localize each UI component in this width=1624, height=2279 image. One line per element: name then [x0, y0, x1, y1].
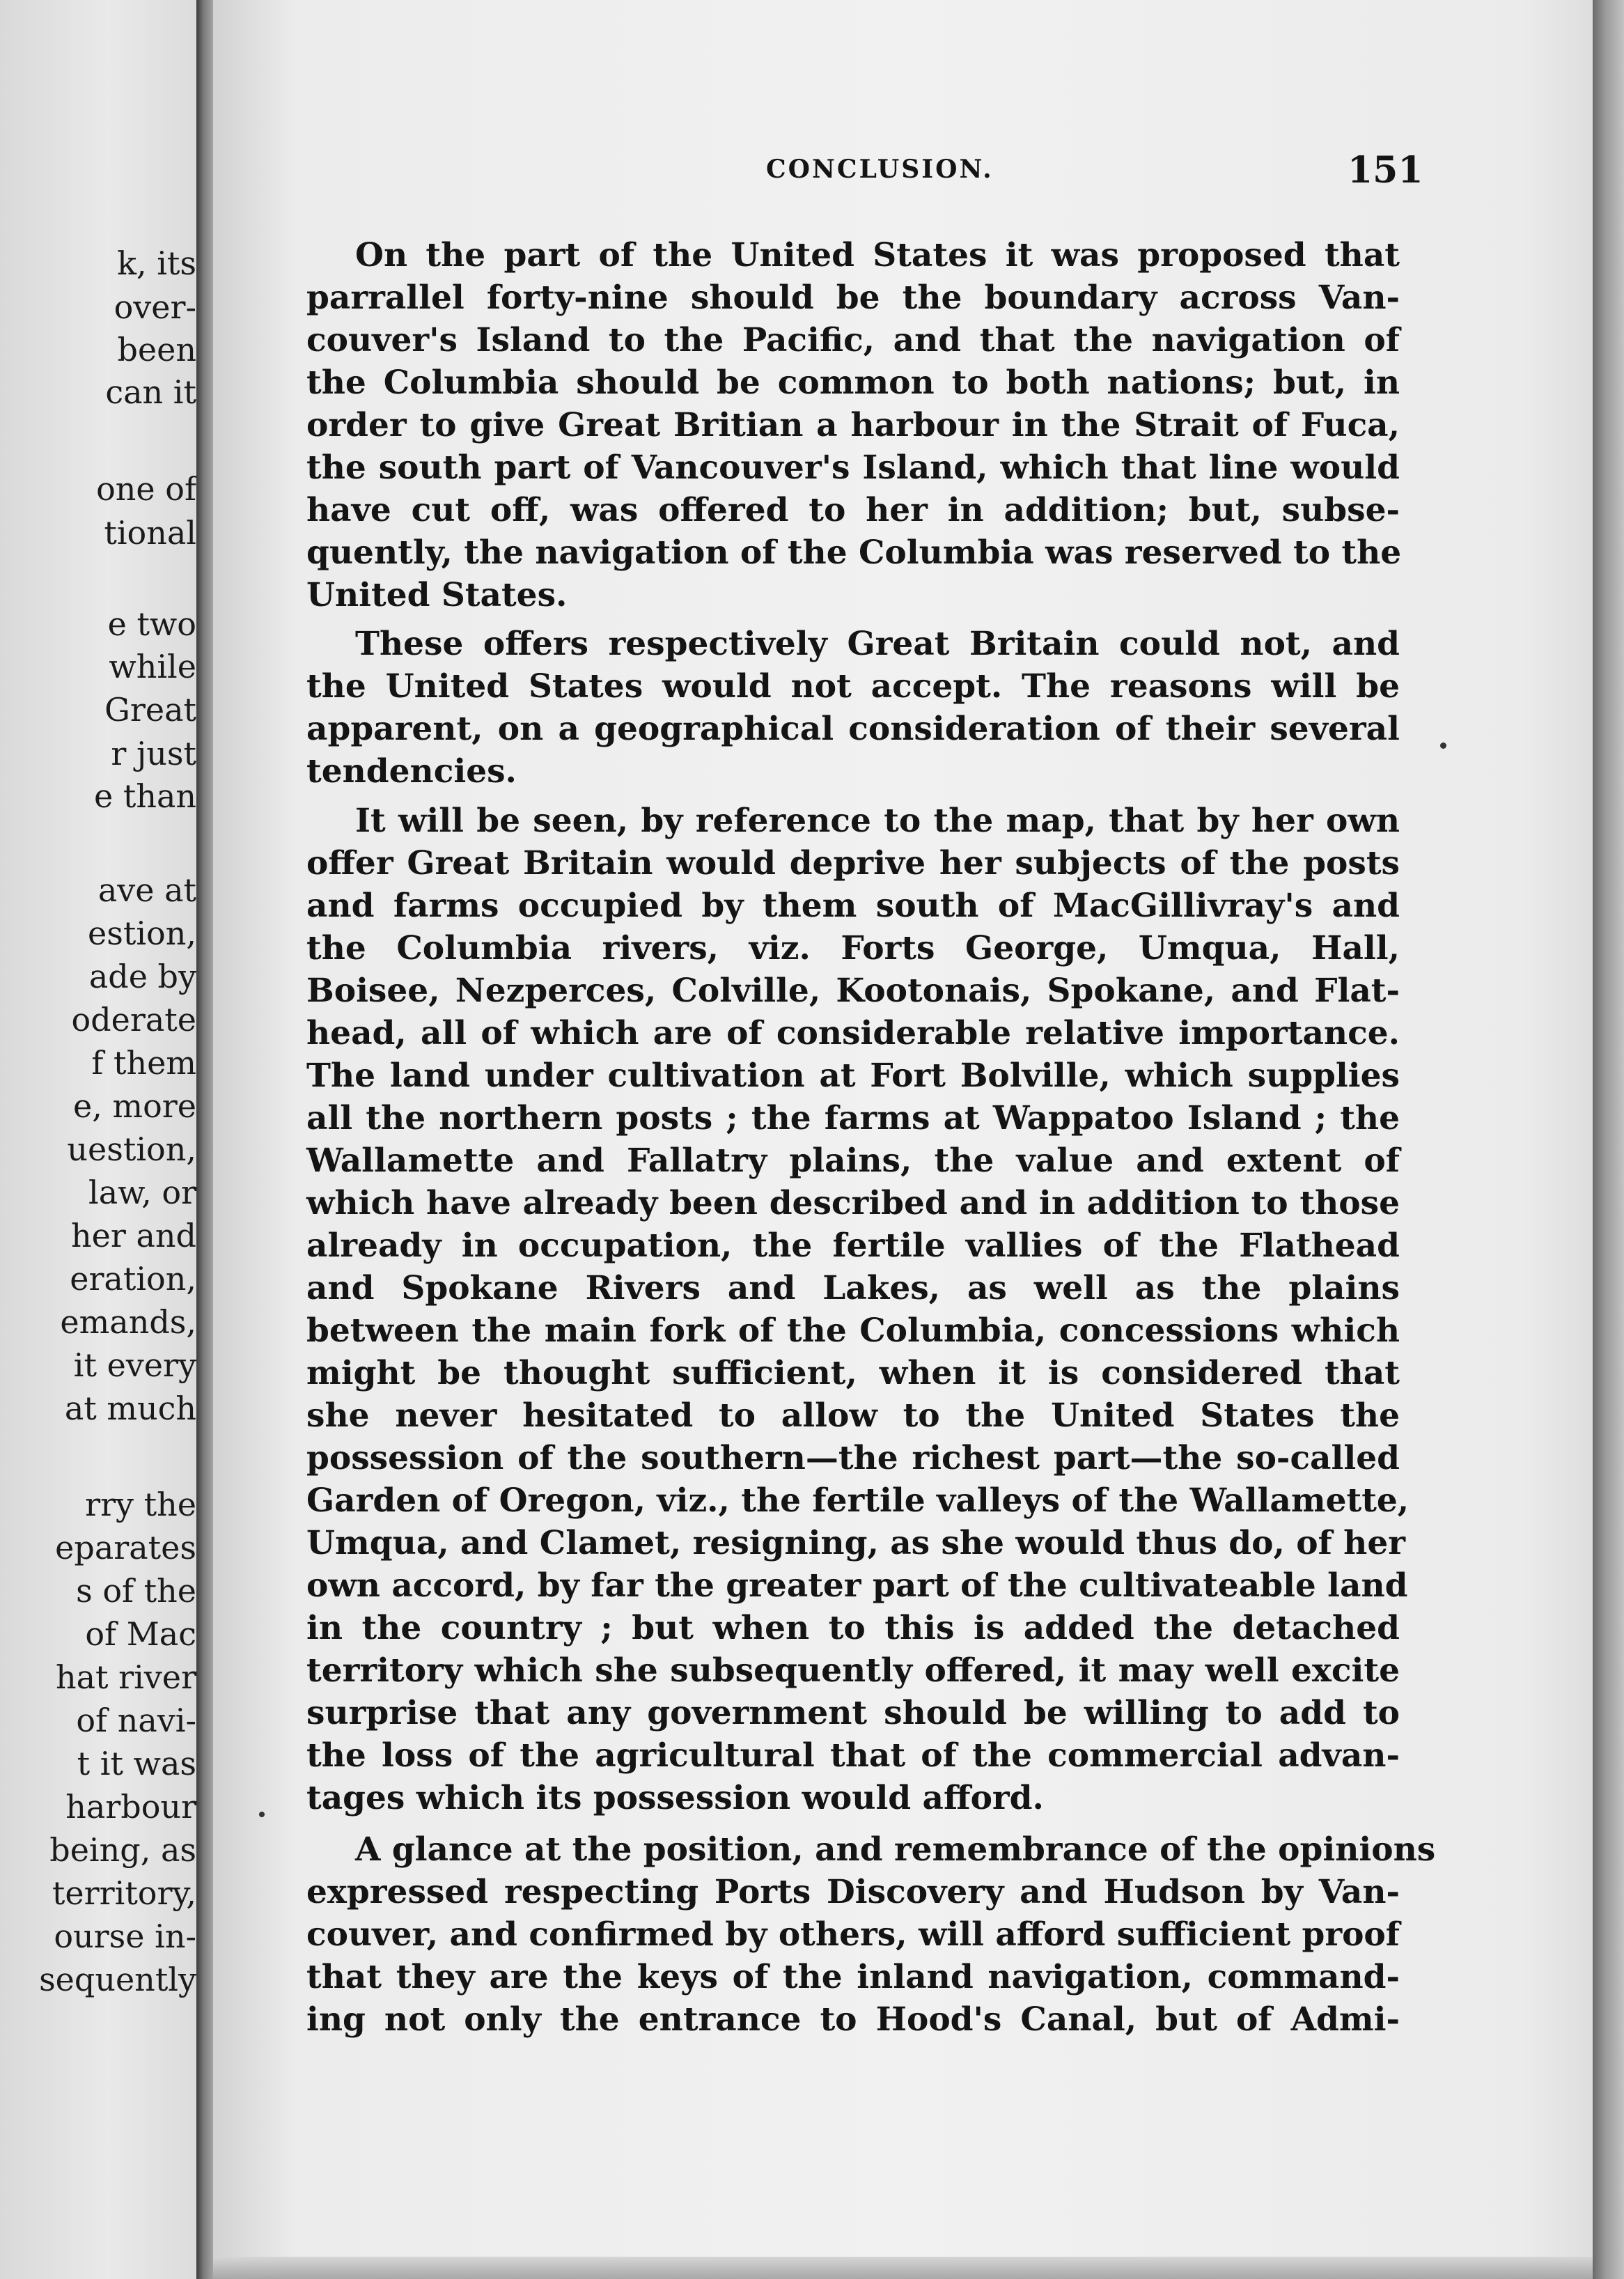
left-page-line: e than	[93, 777, 196, 815]
left-page-line: her and	[71, 1217, 196, 1254]
left-page-line: s of the	[76, 1572, 196, 1610]
left-page-line: f them	[91, 1044, 196, 1082]
body-line: It will be seen, by reference to the map, that by her own	[355, 802, 1400, 840]
page-number: 151	[1348, 149, 1423, 192]
margin-speck	[259, 1812, 265, 1817]
running-head: CONCLUSION.	[766, 155, 994, 184]
left-page-line: ave at	[97, 871, 196, 909]
body-line: the south part of Vancouver's Island, which that line would	[306, 449, 1400, 487]
left-page-line: k, its	[117, 244, 196, 282]
body-line: the loss of the agricultural that of the commercial advan-	[306, 1736, 1400, 1775]
body-line: which have already been described and in addition to those	[306, 1184, 1400, 1222]
body-line: head, all of which are of considerable relative importance.	[306, 1014, 1400, 1052]
left-page-line: rry the	[85, 1486, 196, 1523]
body-line: On the part of the United States it was proposed that	[355, 236, 1400, 274]
page-bottom-edge	[213, 2257, 1593, 2279]
left-page-line: while	[109, 648, 196, 685]
left-page-line: e, more	[73, 1087, 196, 1125]
body-line: the Columbia should be common to both nations; but, in	[306, 364, 1400, 402]
body-line: territory which she subsequently offered, it may well excite	[306, 1651, 1400, 1690]
left-page-line: one of	[96, 470, 196, 508]
left-page-line: tional	[104, 514, 196, 552]
left-page-line: law, or	[88, 1174, 196, 1211]
body-line: tendencies.	[306, 752, 517, 791]
body-line: and Spokane Rivers and Lakes, as well as the plains	[306, 1269, 1400, 1307]
body-line: all the northern posts ; the farms at Wappatoo Island ; the	[306, 1099, 1400, 1137]
body-line: in the country ; but when to this is added the detached	[306, 1609, 1400, 1647]
left-page-line: can it	[105, 373, 196, 411]
body-line: have cut off, was offered to her in addition; but, subse-	[306, 491, 1400, 529]
left-page-line: been	[117, 331, 196, 368]
left-page-line: sequently	[39, 1961, 196, 1998]
left-page-line: harbour	[65, 1788, 196, 1826]
body-line: Wallamette and Fallatry plains, the value and extent of	[306, 1142, 1400, 1180]
left-page-line: it every	[73, 1346, 196, 1384]
left-page-line: eparates	[55, 1529, 196, 1566]
left-page-line: of navi-	[76, 1702, 196, 1739]
left-page-line: ade by	[88, 958, 196, 995]
body-line: the United States would not accept. The reasons will be	[306, 667, 1400, 706]
body-line: possession of the southern—the richest part—the so-called	[306, 1439, 1400, 1477]
body-line: These offers respectively Great Britain could not, and	[355, 625, 1400, 663]
left-page-line: uestion,	[67, 1130, 196, 1168]
body-line: expressed respecting Ports Discovery and Hudson by Van-	[306, 1873, 1400, 1911]
body-line: she never hesitated to allow to the United States the	[306, 1397, 1400, 1435]
body-line: surprise that any government should be willing to add to	[306, 1694, 1400, 1732]
body-line: A glance at the position, and remembrance of the opinions	[355, 1830, 1436, 1869]
left-page-line: of Mac	[85, 1615, 196, 1653]
body-line: tages which its possession would afford.	[306, 1779, 1044, 1817]
body-line: own accord, by far the greater part of the cultivateable land	[306, 1566, 1408, 1605]
body-line: might be thought sufficient, when it is considered that	[306, 1354, 1400, 1392]
body-line: order to give Great Britian a harbour in the Strait of Fuca,	[306, 406, 1400, 444]
body-line: Garden of Oregon, viz., the fertile valleys of the Wallamette,	[306, 1481, 1410, 1520]
body-line: apparent, on a geographical consideration of their several	[306, 710, 1400, 748]
body-line: between the main fork of the Columbia, concessions which	[306, 1312, 1400, 1350]
left-page-line: t it was	[77, 1745, 196, 1782]
left-page-line: r just	[111, 735, 196, 772]
body-line: that they are the keys of the inland navigation, command-	[306, 1958, 1400, 1996]
book-gutter	[196, 0, 213, 2279]
body-line: couver's Island to the Pacific, and that the navigation of	[306, 321, 1400, 359]
left-page-line: at much	[64, 1390, 196, 1427]
body-line: the Columbia rivers, viz. Forts George, Umqua, Hall,	[306, 929, 1400, 967]
body-line: Boisee, Nezperces, Colville, Kootonais, Spokane, and Flat-	[306, 972, 1400, 1010]
body-line: Umqua, and Clamet, resigning, as she would thus do, of her	[306, 1524, 1406, 1562]
body-line: already in occupation, the fertile vallies of the Flathead	[306, 1227, 1400, 1265]
body-line: The land under cultivation at Fort Bolville, which supplies	[306, 1057, 1400, 1095]
left-page-line: eration,	[70, 1260, 196, 1298]
left-page-line: hat river	[55, 1658, 196, 1696]
left-page-line: oderate	[71, 1001, 196, 1039]
left-page-fragment	[0, 0, 196, 2279]
body-line: couver, and confirmed by others, will afford sufficient proof	[306, 1915, 1400, 1954]
left-page-line: e two	[107, 605, 196, 643]
left-page-line: Great	[104, 691, 196, 729]
page-edge-shadow	[1593, 0, 1624, 2279]
left-page-line: being, as	[49, 1831, 196, 1869]
body-line: ing not only the entrance to Hood's Canal, but of Admi-	[306, 2000, 1400, 2039]
left-page-line: emands,	[60, 1303, 196, 1341]
body-line: quently, the navigation of the Columbia was reserved to the	[306, 534, 1402, 572]
left-page-line: ourse in-	[54, 1918, 196, 1955]
left-page-line: estion,	[88, 915, 196, 952]
margin-speck	[1440, 742, 1446, 749]
left-page-line: over-	[114, 288, 196, 326]
body-line: and farms occupied by them south of MacGillivray's and	[306, 887, 1400, 925]
left-page-line: territory,	[52, 1874, 196, 1912]
body-line: parrallel forty-nine should be the boundary across Van-	[306, 279, 1400, 317]
body-line: offer Great Britain would deprive her subjects of the posts	[306, 844, 1400, 882]
body-line: United States.	[306, 576, 568, 614]
